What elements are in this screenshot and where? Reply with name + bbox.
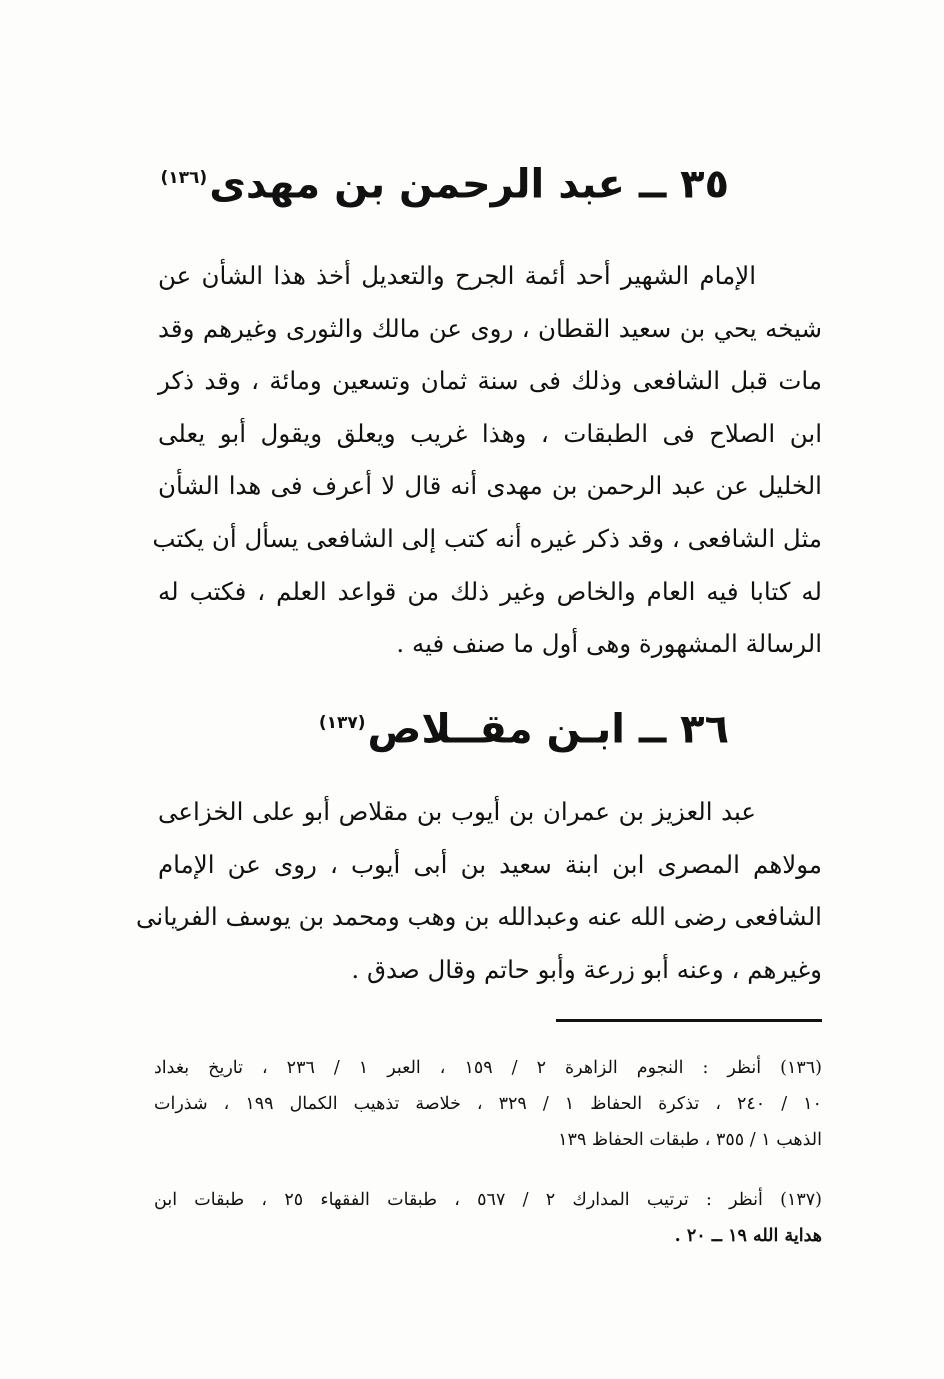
text-line: ابن الصلاح فى الطبقات ، وهذا غريب ويعلق ويقول أبو يعلى: [158, 418, 822, 448]
heading-dash: ــ: [638, 706, 667, 753]
footnote-line: الذهب ١ / ٣٥٥ ، طبقات الحفاظ ١٣٩: [558, 1130, 822, 1150]
section-heading-36: [120, 695, 729, 757]
text-line: شيخه يحي بن سعيد القطان ، روى عن مالك والثورى وغيرهم وقد: [158, 313, 822, 343]
text-line: الإمام الشهير أحد أئمة الجرح والتعديل أخذ هذا الشأن عن: [158, 261, 756, 290]
section-number: ٣٥: [680, 161, 729, 208]
section-body-36: [136, 786, 822, 996]
text-line: له كتابا فيه العام والخاص وغير ذلك من قواعد العلم ، فكتب له: [158, 576, 822, 606]
section-title: عبد الرحمن بن مهدى: [209, 161, 625, 208]
text-line: الشافعى رضى الله عنه وعبدالله بن وهب ومحمد بن يوسف الفريانى: [136, 902, 822, 932]
heading-dash: ــ: [638, 161, 667, 208]
text-line: الخليل عن عبد الرحمن بن مهدى أنه قال لا أعرف فى هدا الشأن: [158, 471, 822, 501]
footnote-136: [154, 1050, 822, 1158]
section-title: ابـن مقــلاص: [367, 706, 625, 753]
text-line: الرسالة المشهورة وهى أول ما صنف فيه .: [396, 629, 822, 659]
section-heading-35: [120, 150, 729, 212]
section-body-35: [152, 250, 822, 671]
footnote-ref: (١٣٧): [318, 713, 366, 733]
footnote-line: (١٣٧) أنظر : ترتيب المدارك ٢ / ٥٦٧ ، طبقات الفقهاء ٢٥ ، طبقات ابن: [154, 1190, 822, 1210]
footnote-line: ١٠ / ٢٤٠ ، تذكرة الحفاظ ١ / ٣٢٩ ، خلاصة تذهيب الكمال ١٩٩ ، شذرات: [154, 1094, 822, 1114]
text-line: وغيرهم ، وعنه أبو زرعة وأبو حاتم وقال صدق .: [351, 954, 822, 984]
footnote-rule: [556, 1019, 822, 1022]
text-line: مثل الشافعى ، وقد ذكر غيره أنه كتب إلى الشافعى يسأل أن يكتب: [152, 523, 822, 553]
footnote-ref: (١٣٦): [160, 168, 208, 188]
text-line: مولاهم المصرى ابن ابنة سعيد بن أبى أيوب ، روى عن الإمام: [158, 849, 822, 879]
footnote-line: هداية الله ١٩ ــ ٢٠ .: [674, 1226, 822, 1246]
footnote-line: (١٣٦) أنظر : النجوم الزاهرة ٢ / ١٥٩ ، العبر ١ / ٢٣٦ ، تاريخ بغداد: [154, 1058, 822, 1078]
footnote-137: [154, 1182, 822, 1254]
text-line: عبد العزيز بن عمران بن أيوب بن مقلاص أبو على الخزاعى: [158, 797, 756, 826]
text-line: مات قبل الشافعى وذلك فى سنة ثمان وتسعين ومائة ، وقد ذكر: [158, 366, 822, 396]
section-number: ٣٦: [680, 706, 729, 753]
